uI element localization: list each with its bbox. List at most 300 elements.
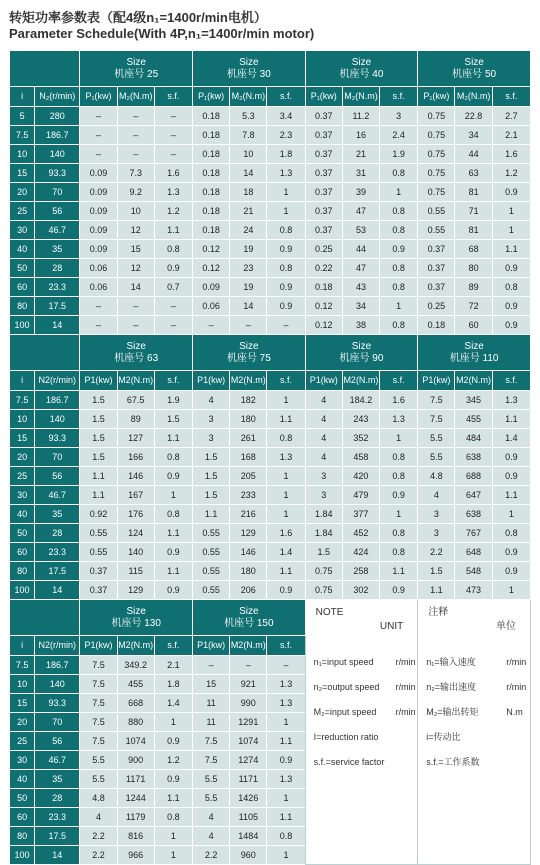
- value-cell: 377: [342, 505, 379, 524]
- value-cell: 2.2: [80, 827, 117, 846]
- value-cell: 0.55: [80, 524, 117, 543]
- column-header: N2(r/min): [35, 371, 80, 391]
- column-header: s.f.: [267, 87, 305, 107]
- value-cell: 0.37: [418, 240, 455, 259]
- note-label: s.f.=service factor: [313, 757, 385, 767]
- value-cell: 71: [455, 202, 492, 221]
- value-cell: 5.5: [418, 448, 455, 467]
- frame-name: 机座号 50: [452, 68, 497, 80]
- value-cell: 0.9: [267, 751, 305, 770]
- ratio-cell: 50: [10, 259, 35, 278]
- value-cell: 1: [267, 183, 305, 202]
- value-cell: 1.6: [154, 164, 192, 183]
- size-header: [418, 51, 531, 87]
- column-header: P₁(kw): [80, 87, 117, 107]
- notes-unit-header: UNIT: [379, 621, 404, 632]
- ratio-cell: 7.5: [10, 391, 35, 410]
- value-cell: 1.1: [80, 467, 117, 486]
- value-cell: 0.9: [492, 259, 530, 278]
- value-cell: 5.5: [193, 770, 230, 789]
- value-cell: 115: [117, 562, 154, 581]
- value-cell: 38: [342, 316, 379, 335]
- value-cell: 4: [193, 827, 230, 846]
- notes-chinese: [418, 600, 531, 865]
- value-cell: 1: [267, 505, 305, 524]
- value-cell: 124: [117, 524, 154, 543]
- value-cell: –: [193, 316, 230, 335]
- table-row: [10, 562, 531, 581]
- value-cell: 455: [455, 410, 492, 429]
- value-cell: 0.9: [154, 732, 192, 751]
- size-header: [305, 51, 418, 87]
- value-cell: 1.5: [80, 448, 117, 467]
- value-cell: 0.09: [80, 202, 117, 221]
- value-cell: 1.1: [267, 410, 305, 429]
- title-cn: 转矩功率参数表（配4级n₁=1400r/min电机）: [9, 10, 267, 25]
- ratio-cell: 10: [10, 675, 35, 694]
- table-row: [10, 543, 531, 562]
- value-cell: 900: [117, 751, 154, 770]
- value-cell: 19: [230, 240, 267, 259]
- note-unit: r/min: [395, 707, 416, 717]
- table-row: [10, 183, 531, 202]
- value-cell: 0.9: [492, 562, 530, 581]
- value-cell: 0.8: [492, 524, 530, 543]
- output-speed-cell: 56: [35, 732, 80, 751]
- value-cell: 3: [305, 486, 342, 505]
- value-cell: 484: [455, 429, 492, 448]
- value-cell: 0.8: [380, 448, 418, 467]
- size-header: [80, 335, 193, 371]
- column-header: s.f.: [267, 371, 305, 391]
- value-cell: 1179: [117, 808, 154, 827]
- value-cell: 1: [380, 429, 418, 448]
- value-cell: 1: [380, 183, 418, 202]
- size-label: Size: [239, 340, 259, 352]
- size-header-row: [10, 335, 531, 371]
- note-label: n₁=input speed: [313, 657, 374, 667]
- table-row: [10, 297, 531, 316]
- table-row: [10, 164, 531, 183]
- ratio-cell: 80: [10, 562, 35, 581]
- value-cell: 34: [342, 297, 379, 316]
- note-item: [313, 657, 416, 667]
- value-cell: 0.9: [154, 581, 192, 600]
- value-cell: 4: [193, 391, 230, 410]
- size-header: [80, 51, 193, 87]
- value-cell: 1: [154, 486, 192, 505]
- value-cell: 1.1: [267, 732, 305, 751]
- table-row: [10, 581, 531, 600]
- value-cell: 72: [455, 297, 492, 316]
- value-cell: 0.9: [492, 467, 530, 486]
- value-cell: 0.37: [418, 259, 455, 278]
- note-label: i=传动比: [426, 732, 461, 742]
- value-cell: 4: [193, 808, 230, 827]
- size-header: [193, 335, 306, 371]
- column-header: P1(kw): [193, 371, 230, 391]
- value-cell: 1: [154, 713, 192, 732]
- value-cell: 89: [455, 278, 492, 297]
- value-cell: 5.5: [193, 789, 230, 808]
- column-header: M2(N.m): [230, 371, 267, 391]
- value-cell: 1.1: [193, 505, 230, 524]
- value-cell: –: [154, 126, 192, 145]
- value-cell: 7.5: [80, 675, 117, 694]
- value-cell: 3: [193, 429, 230, 448]
- value-cell: 18: [230, 183, 267, 202]
- value-cell: 1.1: [492, 410, 530, 429]
- value-cell: –: [80, 107, 117, 126]
- value-cell: 0.75: [305, 562, 342, 581]
- value-cell: 1.5: [80, 429, 117, 448]
- column-header-row: [10, 371, 531, 391]
- value-cell: 966: [117, 846, 154, 865]
- value-cell: 0.8: [267, 221, 305, 240]
- value-cell: 0.9: [492, 297, 530, 316]
- value-cell: 47: [342, 259, 379, 278]
- value-cell: 0.55: [193, 543, 230, 562]
- value-cell: 2.2: [418, 543, 455, 562]
- output-speed-cell: 17.5: [35, 562, 80, 581]
- ratio-cell: 100: [10, 581, 35, 600]
- value-cell: 1.1: [380, 562, 418, 581]
- column-header: P1(kw): [80, 636, 117, 656]
- value-cell: 0.37: [80, 562, 117, 581]
- value-cell: 1: [154, 846, 192, 865]
- table-row: [10, 145, 531, 164]
- value-cell: 0.75: [418, 164, 455, 183]
- ratio-cell: 100: [10, 846, 35, 865]
- value-cell: 960: [230, 846, 267, 865]
- value-cell: 205: [230, 467, 267, 486]
- value-cell: 1: [492, 202, 530, 221]
- notes-unit-header: 单位: [496, 621, 516, 632]
- ratio-cell: 80: [10, 827, 35, 846]
- value-cell: 688: [455, 467, 492, 486]
- value-cell: 1.1: [154, 789, 192, 808]
- column-header: M2(N.m): [455, 371, 492, 391]
- value-cell: 1.1: [154, 562, 192, 581]
- size-header: [193, 51, 306, 87]
- value-cell: 345: [455, 391, 492, 410]
- column-header: i: [10, 371, 35, 391]
- value-cell: 990: [230, 694, 267, 713]
- value-cell: 0.09: [80, 183, 117, 202]
- value-cell: 233: [230, 486, 267, 505]
- value-cell: 0.25: [305, 240, 342, 259]
- value-cell: 0.8: [267, 429, 305, 448]
- value-cell: 53: [342, 221, 379, 240]
- value-cell: 2.7: [492, 107, 530, 126]
- value-cell: 1.3: [267, 164, 305, 183]
- value-cell: 1.1: [418, 581, 455, 600]
- note-item: [314, 733, 379, 742]
- value-cell: 1.5: [80, 410, 117, 429]
- value-cell: 0.12: [305, 297, 342, 316]
- value-cell: 0.75: [305, 581, 342, 600]
- value-cell: 1.8: [154, 675, 192, 694]
- value-cell: 44: [455, 145, 492, 164]
- value-cell: 1.3: [492, 391, 530, 410]
- value-cell: 182: [230, 391, 267, 410]
- value-cell: 3: [305, 467, 342, 486]
- value-cell: 2.4: [380, 126, 418, 145]
- value-cell: 1: [267, 202, 305, 221]
- value-cell: 22.8: [455, 107, 492, 126]
- table-row: [10, 278, 531, 297]
- output-speed-cell: 28: [35, 259, 80, 278]
- parameter-table: [9, 50, 531, 865]
- value-cell: 0.18: [305, 278, 342, 297]
- value-cell: 0.09: [80, 221, 117, 240]
- value-cell: 0.09: [80, 164, 117, 183]
- value-cell: 455: [117, 675, 154, 694]
- value-cell: 0.37: [305, 126, 342, 145]
- frame-name: 机座号 63: [114, 352, 159, 364]
- value-cell: 1.1: [492, 240, 530, 259]
- value-cell: 44: [342, 240, 379, 259]
- size-label: Size: [239, 56, 259, 68]
- ratio-cell: 30: [10, 221, 35, 240]
- note-unit: r/min: [506, 657, 527, 667]
- value-cell: 921: [230, 675, 267, 694]
- value-cell: –: [267, 656, 305, 675]
- value-cell: 0.55: [80, 543, 117, 562]
- column-header: s.f.: [154, 371, 192, 391]
- output-speed-cell: 56: [35, 202, 80, 221]
- output-speed-cell: 17.5: [35, 297, 80, 316]
- value-cell: 0.09: [193, 278, 230, 297]
- ratio-cell: 50: [10, 524, 35, 543]
- value-cell: 1.1: [154, 429, 192, 448]
- value-cell: 63: [455, 164, 492, 183]
- note-label: M₂=input speed: [313, 707, 377, 717]
- value-cell: 1105: [230, 808, 267, 827]
- value-cell: 3: [418, 524, 455, 543]
- ratio-cell: 20: [10, 183, 35, 202]
- value-cell: –: [117, 316, 154, 335]
- value-cell: 1.6: [380, 391, 418, 410]
- value-cell: 23: [230, 259, 267, 278]
- note-item: [314, 758, 385, 767]
- value-cell: 1: [492, 505, 530, 524]
- value-cell: 168: [230, 448, 267, 467]
- value-cell: 1074: [117, 732, 154, 751]
- value-cell: 7.5: [193, 732, 230, 751]
- value-cell: 1.2: [154, 751, 192, 770]
- table-row: [10, 486, 531, 505]
- column-header: s.f.: [380, 87, 418, 107]
- value-cell: 1.3: [267, 675, 305, 694]
- note-label: n₂=输出速度: [426, 682, 477, 692]
- table-row: [10, 467, 531, 486]
- value-cell: 349.2: [117, 656, 154, 675]
- value-cell: 0.18: [193, 221, 230, 240]
- ratio-cell: 30: [10, 486, 35, 505]
- ratio-cell: 30: [10, 751, 35, 770]
- value-cell: 638: [455, 448, 492, 467]
- column-header: P1(kw): [80, 371, 117, 391]
- value-cell: 67.5: [117, 391, 154, 410]
- note-item: [426, 733, 460, 742]
- column-header: P₁(kw): [418, 87, 455, 107]
- value-cell: 261: [230, 429, 267, 448]
- value-cell: 1.3: [380, 410, 418, 429]
- value-cell: 0.55: [418, 221, 455, 240]
- value-cell: 0.75: [418, 107, 455, 126]
- value-cell: 1.5: [193, 467, 230, 486]
- value-cell: 0.37: [305, 202, 342, 221]
- value-cell: 0.8: [154, 808, 192, 827]
- output-speed-cell: 46.7: [35, 751, 80, 770]
- column-header: M2(N.m): [342, 371, 379, 391]
- value-cell: 166: [117, 448, 154, 467]
- value-cell: 452: [342, 524, 379, 543]
- size-label: Size: [126, 340, 146, 352]
- value-cell: 5.5: [80, 770, 117, 789]
- value-cell: 0.18: [193, 202, 230, 221]
- table-row: [10, 259, 531, 278]
- value-cell: 0.9: [492, 183, 530, 202]
- value-cell: 0.8: [154, 448, 192, 467]
- value-cell: –: [117, 145, 154, 164]
- value-cell: –: [154, 107, 192, 126]
- value-cell: –: [117, 297, 154, 316]
- output-speed-cell: 46.7: [35, 221, 80, 240]
- frame-name: 机座号 130: [111, 617, 161, 629]
- value-cell: 1.1: [267, 562, 305, 581]
- value-cell: 14: [230, 297, 267, 316]
- value-cell: 206: [230, 581, 267, 600]
- value-cell: 479: [342, 486, 379, 505]
- title-en: Parameter Schedule(With 4P,n₁=1400r/min motor): [9, 26, 315, 41]
- column-header: P1(kw): [418, 371, 455, 391]
- value-cell: 1.84: [305, 505, 342, 524]
- column-header: N2(r/min): [35, 636, 80, 656]
- value-cell: 1.5: [154, 410, 192, 429]
- ratio-cell: 15: [10, 164, 35, 183]
- size-label: Size: [239, 605, 259, 617]
- output-speed-cell: 70: [35, 183, 80, 202]
- column-header: M2(N.m): [117, 371, 154, 391]
- note-item: [313, 682, 416, 692]
- value-cell: 0.8: [267, 827, 305, 846]
- value-cell: 0.12: [305, 316, 342, 335]
- size-label: Size: [351, 56, 372, 68]
- value-cell: 0.8: [492, 278, 530, 297]
- value-cell: 0.9: [492, 316, 530, 335]
- column-header: N₂(r/min): [35, 87, 80, 107]
- size-label: Size: [126, 605, 146, 617]
- value-cell: 424: [342, 543, 379, 562]
- value-cell: 146: [117, 467, 154, 486]
- value-cell: 0.8: [380, 524, 418, 543]
- value-cell: 4: [305, 448, 342, 467]
- value-cell: 2.2: [193, 846, 230, 865]
- frame-name: 机座号 75: [226, 352, 271, 364]
- value-cell: 1.5: [193, 486, 230, 505]
- value-cell: 0.37: [305, 145, 342, 164]
- size-label: Size: [464, 56, 484, 68]
- value-cell: 60: [455, 316, 492, 335]
- value-cell: 1.1: [267, 808, 305, 827]
- ratio-cell: 5: [10, 107, 35, 126]
- value-cell: 81: [455, 183, 492, 202]
- value-cell: 473: [455, 581, 492, 600]
- column-header: P1(kw): [305, 371, 342, 391]
- notes-title: 注释: [428, 607, 449, 618]
- table-row: [10, 240, 531, 259]
- note-unit: r/min: [395, 657, 416, 667]
- table-row: [10, 410, 531, 429]
- column-header: M₂(N.m): [455, 87, 492, 107]
- value-cell: 0.55: [193, 524, 230, 543]
- ratio-cell: 10: [10, 410, 35, 429]
- table-row: [10, 202, 531, 221]
- value-cell: 1171: [230, 770, 267, 789]
- value-cell: 4.8: [418, 467, 455, 486]
- value-cell: 420: [342, 467, 379, 486]
- output-speed-cell: 14: [35, 581, 80, 600]
- value-cell: 1.4: [492, 429, 530, 448]
- header-blank: [10, 51, 80, 87]
- value-cell: 0.9: [154, 543, 192, 562]
- output-speed-cell: 14: [35, 316, 80, 335]
- value-cell: 3.4: [267, 107, 305, 126]
- value-cell: –: [154, 297, 192, 316]
- frame-name: 机座号 90: [339, 352, 384, 364]
- size-header-row: [10, 600, 531, 636]
- size-header: [418, 335, 531, 371]
- column-header: P1(kw): [193, 636, 230, 656]
- ratio-cell: 50: [10, 789, 35, 808]
- ratio-cell: 40: [10, 770, 35, 789]
- value-cell: –: [80, 297, 117, 316]
- output-speed-cell: 23.3: [35, 543, 80, 562]
- value-cell: 9.2: [117, 183, 154, 202]
- size-label: Size: [126, 56, 146, 68]
- table-row: [10, 391, 531, 410]
- output-speed-cell: 28: [35, 524, 80, 543]
- note-label: I=reduction ratio: [313, 732, 379, 742]
- column-header: i: [10, 636, 35, 656]
- value-cell: 0.9: [154, 467, 192, 486]
- value-cell: –: [267, 316, 305, 335]
- value-cell: 258: [342, 562, 379, 581]
- frame-name: 机座号 30: [226, 68, 271, 80]
- ratio-cell: 100: [10, 316, 35, 335]
- value-cell: –: [80, 126, 117, 145]
- column-header: s.f.: [154, 636, 192, 656]
- value-cell: 0.18: [193, 126, 230, 145]
- value-cell: 2.1: [492, 126, 530, 145]
- value-cell: 4.8: [80, 789, 117, 808]
- value-cell: 0.55: [193, 562, 230, 581]
- output-speed-cell: 70: [35, 448, 80, 467]
- value-cell: 12: [117, 221, 154, 240]
- value-cell: 1: [154, 827, 192, 846]
- frame-name: 机座号 110: [449, 352, 499, 364]
- value-cell: 4: [305, 410, 342, 429]
- column-header: s.f.: [492, 371, 530, 391]
- value-cell: 0.8: [380, 316, 418, 335]
- value-cell: 0.9: [267, 240, 305, 259]
- note-label: M₂=输出转矩: [426, 707, 479, 717]
- value-cell: 0.12: [193, 240, 230, 259]
- value-cell: 176: [117, 505, 154, 524]
- value-cell: 1171: [117, 770, 154, 789]
